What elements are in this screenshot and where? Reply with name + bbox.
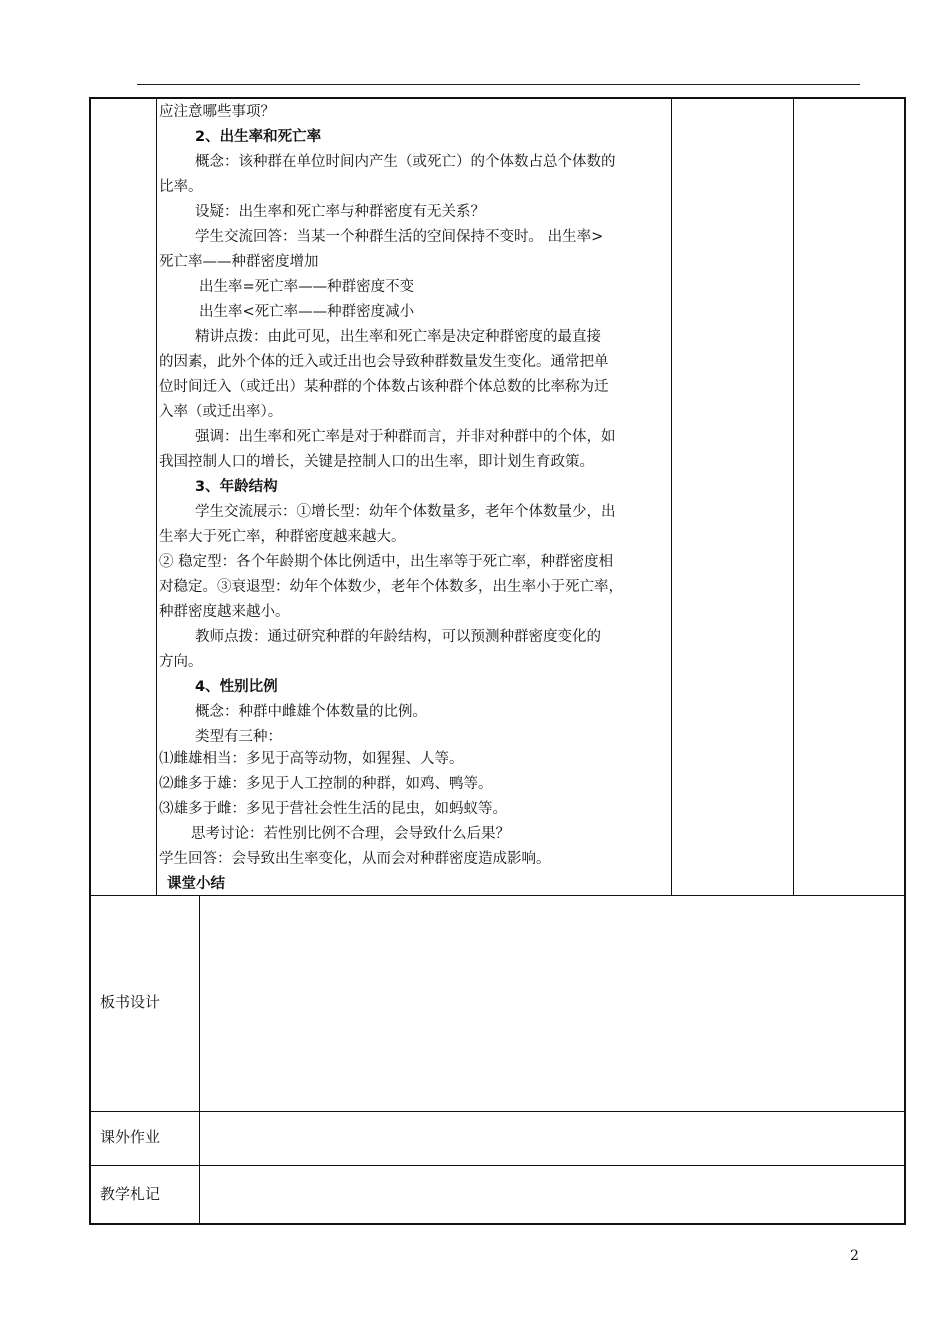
row-divider [91,895,904,896]
text-line: 强调：出生率和死亡率是对于种群而言，并非对种群中的个体，如 [195,429,616,445]
text-line: 入率（或迁出率）。 [159,404,283,420]
text-line: ⑶雄多于雌：多见于营社会性生活的昆虫，如蚂蚁等。 [159,801,507,817]
text-line: 设疑：出生率和死亡率与种群密度有无关系？ [195,204,485,220]
column-divider [199,895,200,1225]
header-rule [137,84,860,85]
section-heading: 4、性别比例 [195,679,278,695]
text-line: 学生交流展示：①增长型：幼年个体数量多，老年个体数量少，出 [195,504,616,520]
teaching-notes-label: 教学札记 [100,1185,161,1203]
text-line: 比率。 [159,179,203,195]
text-line: 的因素，此外个体的迁入或迁出也会导致种群数量发生变化。通常把单 [159,354,609,370]
text-line: 方向。 [159,654,203,670]
text-line: 死亡率——种群密度增加 [159,254,319,270]
text-line: 教师点拨：通过研究种群的年龄结构，可以预测种群密度变化的 [195,629,601,645]
text-line: 我国控制人口的增长，关键是控制人口的出生率，即计划生育政策。 [159,454,594,470]
text-line: 出生率=死亡率——种群密度不变 [199,279,415,295]
text-line: ② 稳定型：各个年龄期个体比例适中，出生率等于死亡率，种群密度相 [159,554,614,570]
text-line: 学生交流回答：当某一个种群生活的空间保持不变时。 出生率> [195,229,604,245]
text-line: 应注意哪些事项？ [159,104,275,120]
section-heading: 2、出生率和死亡率 [195,129,322,145]
text-line: ⑴雌雄相当：多见于高等动物，如猩猩、人等。 [159,751,464,767]
text-line: 对稳定。③衰退型：幼年个体数少，老年个体数多，出生率小于死亡率， [159,579,623,595]
text-line: 精讲点拨：由此可见，出生率和死亡率是决定种群密度的最直接 [195,329,601,345]
row-divider [91,1111,904,1112]
text-line: 思考讨论：若性别比例不合理，会导致什么后果？ [191,826,510,842]
row-divider [91,1165,904,1166]
text-line: 概念：种群中雌雄个体数量的比例。 [195,704,427,720]
column-divider [671,99,672,895]
section-heading: 3、年龄结构 [195,479,278,495]
board-design-label: 板书设计 [100,993,161,1011]
page-number: 2 [850,1248,859,1264]
text-line: 概念：该种群在单位时间内产生（或死亡）的个体数占总个体数的 [195,154,616,170]
homework-label: 课外作业 [100,1128,161,1146]
text-line: 出生率<死亡率——种群密度减小 [199,304,415,320]
text-line: ⑵雌多于雄：多见于人工控制的种群，如鸡、鸭等。 [159,776,493,792]
section-heading: 课堂小结 [167,876,225,892]
text-line: 学生回答：会导致出生率变化，从而会对种群密度造成影响。 [159,851,551,867]
lesson-plan-table [89,97,906,1225]
text-line: 位时间迁入（或迁出）某种群的个体数占该种群个体总数的比率称为迁 [159,379,609,395]
text-line: 生率大于死亡率，种群密度越来越大。 [159,529,406,545]
column-divider [156,99,157,895]
text-line: 种群密度越来越小。 [159,604,290,620]
column-divider [793,99,794,895]
text-line: 类型有三种： [195,729,282,745]
